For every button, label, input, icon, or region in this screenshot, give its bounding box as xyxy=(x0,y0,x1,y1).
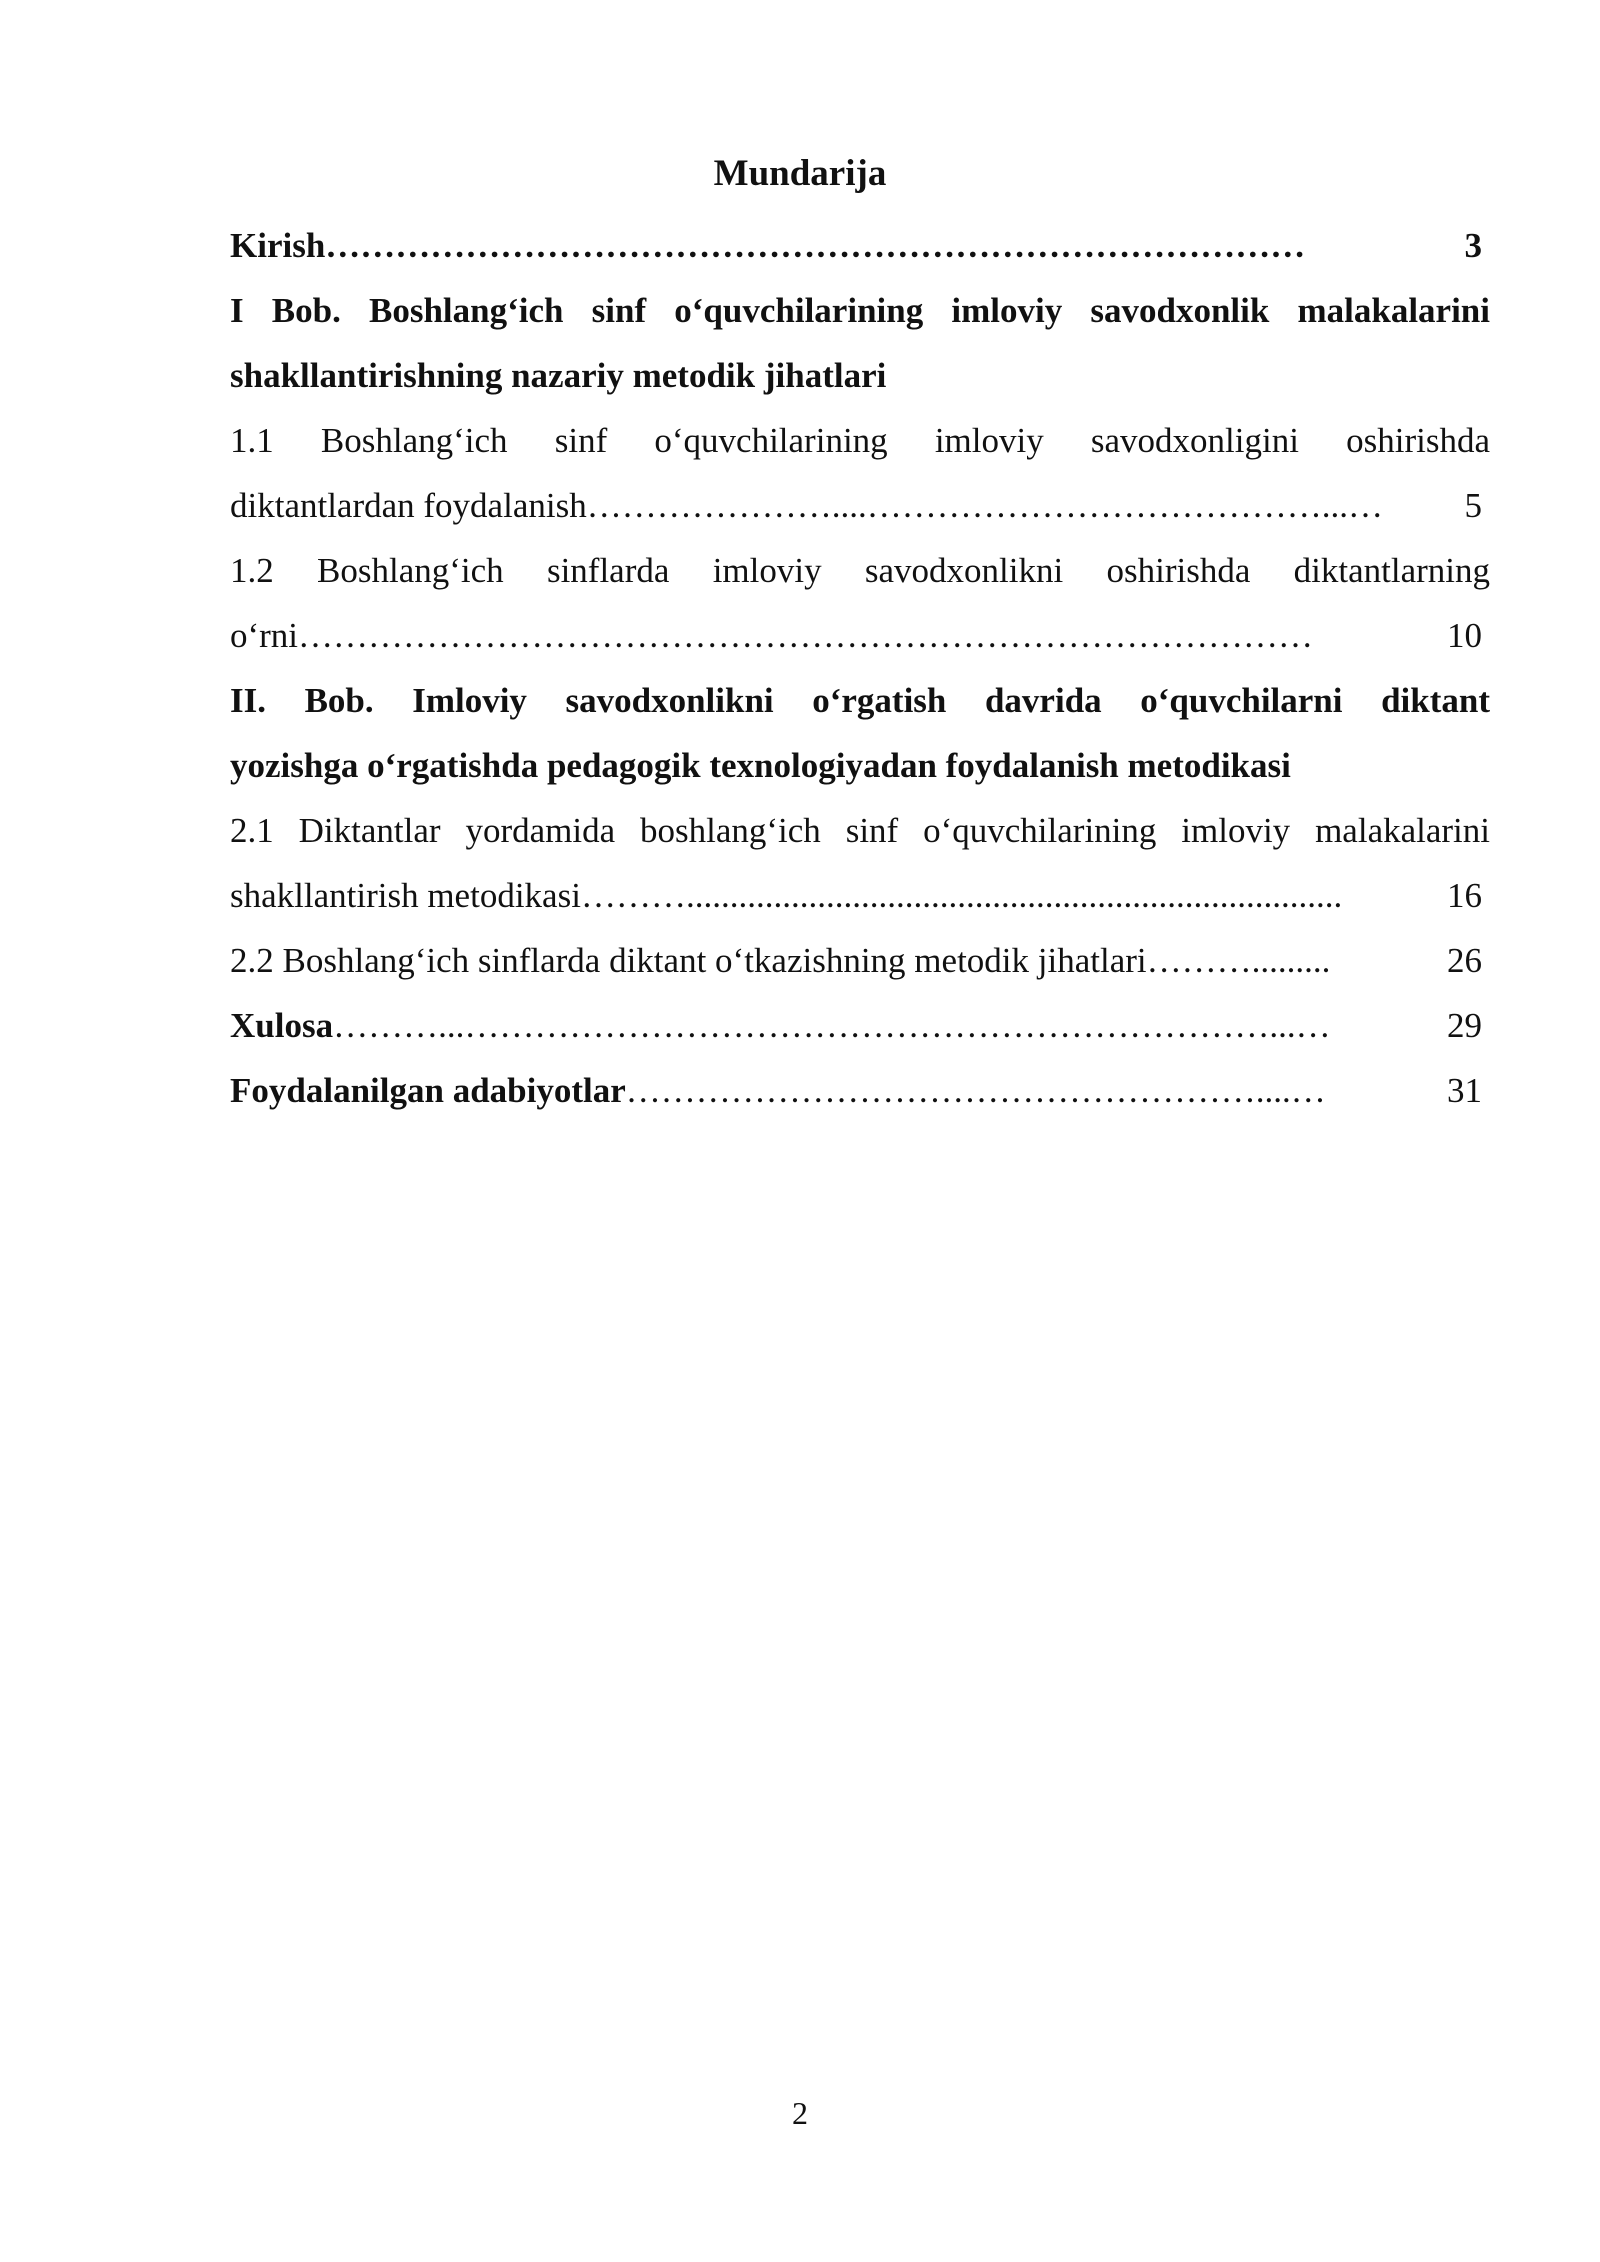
toc-chapter-heading-line: yozishga o‘rgatishda pedagogik texnologiyadan foydalanish metodikasi xyxy=(230,746,1291,785)
toc-leader-dots: ………………………………………………....… xyxy=(625,1071,1326,1110)
toc-entry-kirish[interactable] xyxy=(230,213,1490,278)
toc-leader-dots: …………………………………………………………………………… xyxy=(298,616,1314,655)
toc-entry-adabiyotlar[interactable] xyxy=(230,1058,1490,1123)
table-of-contents xyxy=(230,213,1490,1123)
toc-leader-dots: …………………....…………………………………...… xyxy=(586,486,1383,525)
toc-page-number: 16 xyxy=(1447,876,1482,915)
toc-page-number: 5 xyxy=(1464,486,1482,525)
toc-section-line: 1.1 Boshlang‘ich sinf o‘quvchilarining imloviy savodxonligini oshirishda xyxy=(230,421,1490,460)
toc-page-number: 29 xyxy=(1447,1006,1482,1045)
toc-leader-dots: ………........................................................................... xyxy=(580,876,1343,915)
toc-chapter-heading-line: I Bob. Boshlang‘ich sinf o‘quvchilarining imloviy savodxonlik malakalarini xyxy=(230,291,1490,330)
toc-entry-chapter-1[interactable] xyxy=(230,278,1490,408)
toc-chapter-heading-line: shakllantirishning nazariy metodik jihatlari xyxy=(230,356,887,395)
toc-page-number: 3 xyxy=(1464,226,1482,265)
toc-entry-label: Xulosa xyxy=(230,1006,334,1045)
toc-entry-label: shakllantirish metodikasi xyxy=(230,876,581,915)
toc-page-number: 31 xyxy=(1447,1071,1482,1110)
toc-entry-chapter-2[interactable] xyxy=(230,668,1490,798)
page-title: Mundarija xyxy=(713,153,887,194)
toc-leader-dots: ………......... xyxy=(1146,941,1331,980)
toc-entry-section-2-2[interactable] xyxy=(230,928,1490,993)
toc-page-number: 10 xyxy=(1447,616,1482,655)
toc-entry-section-1-1[interactable] xyxy=(230,408,1490,538)
toc-entry-label: o‘rni xyxy=(230,616,299,655)
page-number: 2 xyxy=(792,2095,808,2131)
toc-section-line: 2.1 Diktantlar yordamida boshlang‘ich sinf o‘quvchilarining imloviy malakalarini xyxy=(230,811,1490,850)
toc-leader-dots: ………………………………………………………………………… xyxy=(325,226,1306,265)
toc-entry-xulosa[interactable] xyxy=(230,993,1490,1058)
toc-chapter-heading-line: II. Bob. Imloviy savodxonlikni o‘rgatish davrida o‘quvchilarni diktant xyxy=(230,681,1490,720)
toc-entry-label: Kirish xyxy=(230,226,326,265)
toc-entry-label: diktantlardan foydalanish xyxy=(230,486,587,525)
toc-entry-label: Foydalanilgan adabiyotlar xyxy=(230,1071,626,1110)
toc-entry-section-1-2[interactable] xyxy=(230,538,1490,668)
toc-section-line: 1.2 Boshlang‘ich sinflarda imloviy savodxonlikni oshirishda diktantlarning xyxy=(230,551,1490,590)
toc-page-number: 26 xyxy=(1447,941,1482,980)
toc-entry-label: 2.2 Boshlang‘ich sinflarda diktant o‘tkazishning metodik jihatlari xyxy=(230,941,1147,980)
toc-leader-dots: ………...……………………………………………………………...… xyxy=(333,1006,1331,1045)
toc-entry-section-2-1[interactable] xyxy=(230,798,1490,928)
